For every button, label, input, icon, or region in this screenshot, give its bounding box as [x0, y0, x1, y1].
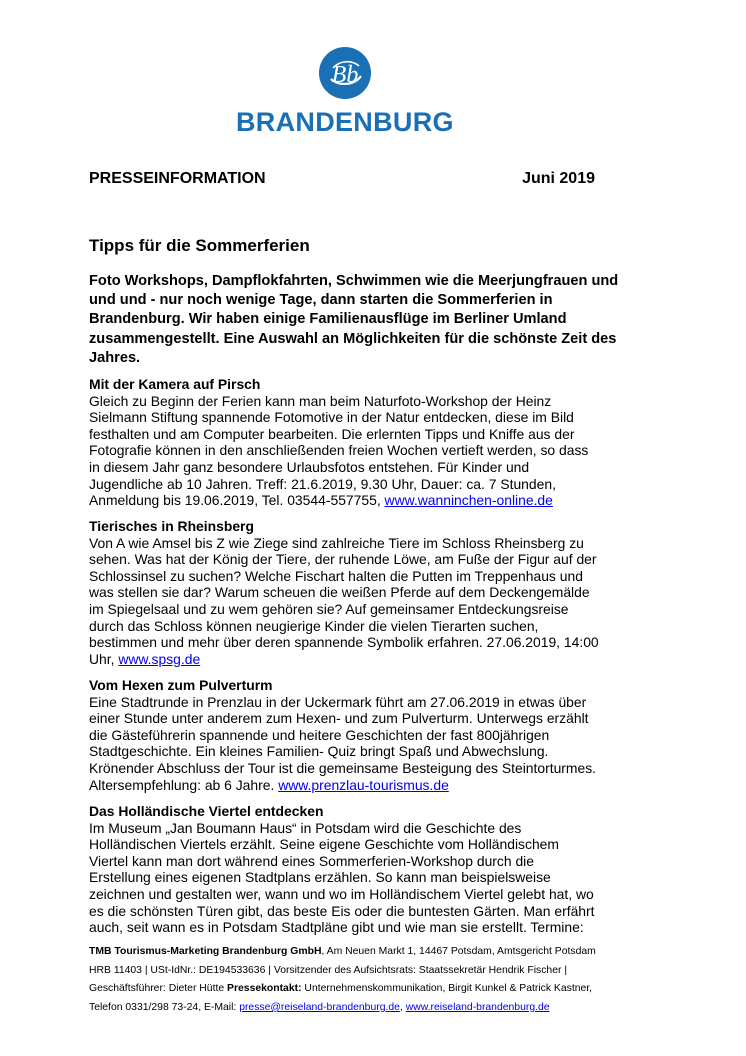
press-info-label: PRESSEINFORMATION — [89, 170, 266, 187]
footer-text-1: , Am Neuen Markt 1, 14467 Potsdam, Amtsgericht Potsdam HRB 11403 | USt-IdNr.: DE194533636 | Vorsitzender des Aufsichtsrats: Staatssekretär Hendrik Fischer | Geschäftsführer: Dieter Hütte — [89, 946, 596, 995]
section-text — [89, 393, 609, 509]
footer-separator: , — [399, 1001, 403, 1013]
section-link[interactable]: www.prenzlau-tourismus.de — [278, 776, 449, 793]
section-prenzlau — [89, 677, 609, 793]
footer-website-link[interactable]: www.reiseland-brandenburg.de — [405, 1001, 550, 1013]
section-heading: Tierisches in Rheinsberg — [89, 518, 254, 534]
lead-paragraph: Foto Workshops, Dampflokfahrten, Schwimmen wie die Meerjungfrauen und und und - nur noch wenige Tage, dann starten die Sommerferien in Brandenburg. Wir haben einige Familienausflüge im Berliner Umland zusammengestellt. Eine Auswahl an Möglichkeiten für die schönste Zeit des Jahres. — [89, 273, 619, 366]
brandenburg-emblem-icon — [318, 46, 372, 100]
section-link[interactable]: www.wanninchen-online.de — [384, 492, 553, 509]
date-label: Juni 2019 — [522, 170, 595, 187]
brand-wordmark: BRANDENBURG — [236, 107, 454, 137]
section-text — [89, 535, 609, 668]
section-body: Gleich zu Beginn der Ferien kann man beim Naturfoto-Workshop der Heinz Sielmann Stiftung spannende Fotomotive in der Natur entdecken, diese im Bild festhalten und am Computer bearbeiten. Die erlernten Tipps und Kniffe aus der Fotografie können in den anschließenden freien Wochen vertieft werden, so dass in diesem Jahr ganz besondere Urlaubsfotos entstehen. Für Kinder und Jugendliche ab 10 Jahren. Treff: 21.6.2019, 9.30 Uhr, Dauer: ca. 7 Stunden, Anmeldung bis 19.06.2019, Tel. 03544-557755, — [89, 392, 589, 509]
footer-email-link[interactable]: presse@reiseland-brandenburg.de — [239, 1001, 400, 1013]
section-heading: Vom Hexen zum Pulverturm — [89, 677, 273, 693]
footer-contact-label: Pressekontakt: — [227, 983, 302, 995]
page-title: Tipps für die Sommerferien — [89, 236, 310, 255]
footer-company: TMB Tourismus-Marketing Brandenburg GmbH — [89, 946, 322, 957]
section-text — [89, 694, 609, 794]
section-heading: Mit der Kamera auf Pirsch — [89, 376, 261, 392]
section-kamera — [89, 376, 609, 509]
section-hollaendisches-viertel — [89, 803, 609, 936]
section-body: Im Museum „Jan Boumann Haus“ in Potsdam wird die Geschichte des Holländischen Viertels erzählt. Seine eigene Geschichte vom Holländischem Viertel kann man dort während eines Sommerferien-Workshop durch die Erstellung eines eigenen Stadtplans erzählen. So kann man beispielsweise zeichnen und gestalten wer, wann und wo im Holländischem Viertel gelebt hat, wo es die schönsten Türen gibt, das beste Eis oder die buntesten Gärten. Man erfährt auch, seit wann es in Potsdam Stadtpläne gibt und wie man sie erstellt. Termine: — [89, 819, 595, 936]
section-heading: Das Holländische Viertel entdecken — [89, 803, 324, 819]
section-body: Von A wie Amsel bis Z wie Ziege sind zahlreiche Tiere im Schloss Rheinsberg zu sehen. Was hat der König der Tiere, der ruhende Löwe, am Fuße der Figur auf der Schlossinsel zu suchen? Welche Fischart halten die Putten im Treppenhaus und was stellen sie dar? Warum scheuen die weißen Pferde auf dem Deckengemälde im Spiegelsaal und zu wem gehören sie? Auf gemeinsamer Entdeckungsreise durch das Schloss können neugierige Kinder die vielen Tierarten suchen, bestimmen und mehr über deren spannende Symbolik erfahren. 27.06.2019, 14:00 Uhr, — [89, 534, 599, 667]
section-body: Eine Stadtrunde in Prenzlau in der Uckermark führt am 27.06.2019 in etwas über einer Stunde unter anderem zum Hexen- und zum Pulverturm. Unterwegs erzählt die Gästeführerin spannende und heitere Geschichten der fast 800jährigen Stadtgeschichte. Ein kleines Familien- Quiz bringt Spaß und Abwechslung. Krönender Abschluss der Tour ist die gemeinsame Besteigung des Steintorturmes. Altersempfehlung: ab 6 Jahre. — [89, 693, 597, 793]
brandenburg-logo — [236, 46, 454, 138]
section-text — [89, 820, 609, 936]
emblem-letters: Bb — [331, 62, 359, 88]
footer-text-2: Unternehmenskommunikation, Birgit Kunkel & Patrick Kastner, Telefon 0331/298 73-24, E-Mail: — [89, 983, 593, 1013]
section-link[interactable]: www.spsg.de — [118, 650, 201, 667]
footer-imprint — [89, 943, 609, 1017]
section-rheinsberg — [89, 518, 609, 667]
